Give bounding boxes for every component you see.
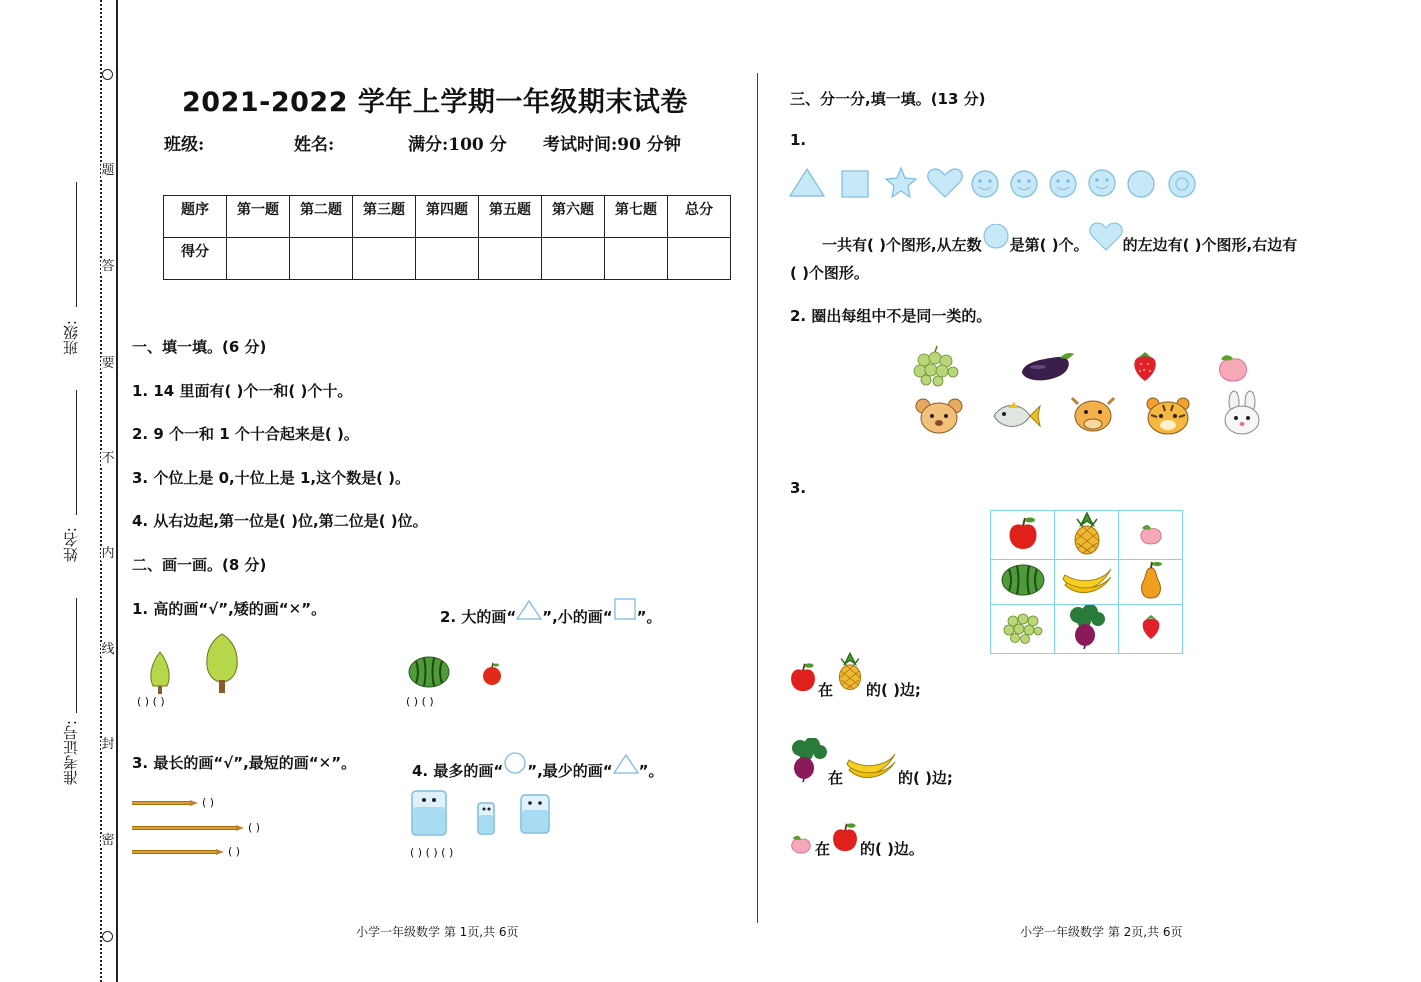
s2-q2-part-c: ”。	[636, 608, 662, 626]
score-cell[interactable]	[416, 238, 479, 280]
fish-icon	[990, 398, 1042, 434]
footer-page-2: 小学一年级数学 第 2页,共 6页	[1020, 925, 1183, 939]
fruit-cell-pineapple	[1055, 511, 1119, 560]
score-header-cell: 第三题	[353, 196, 416, 238]
peach-icon	[789, 832, 813, 854]
medium-cup-icon	[518, 792, 552, 836]
binding-solid-line	[116, 0, 118, 982]
beet-icon	[788, 738, 830, 782]
fruit-grid	[990, 510, 1183, 654]
score-cell[interactable]	[605, 238, 668, 280]
fruit-grid-row	[991, 605, 1183, 654]
score-header-cell: 总分	[668, 196, 731, 238]
pencil-1-answer-parens[interactable]: ( )	[202, 796, 215, 809]
id-label: 准考证号:	[62, 720, 80, 786]
s3-q3-line3-b: 的( )边。	[860, 840, 924, 858]
score-header-cell: 第七题	[605, 196, 668, 238]
s2-question-1: 1. 高的画“√”,矮的画“✕”。	[132, 600, 327, 618]
fruit-grid-row	[991, 511, 1183, 560]
class-label: 班级:	[62, 320, 80, 356]
s2-q4-part-b: ”,最少的画“	[527, 762, 613, 780]
s3-q1-label: 1.	[790, 131, 807, 149]
binding-circle-bottom	[102, 931, 113, 942]
seal-char: 密	[101, 833, 115, 848]
score-table	[163, 195, 731, 280]
seal-char: 题	[101, 163, 115, 178]
s3-q1-text-b: 是第( )个。	[1009, 236, 1089, 254]
s1-question-2: 2. 9 个一和 1 个十合起来是( )。	[132, 425, 359, 443]
name-field-label: 姓名:	[294, 135, 335, 155]
fruit-cell-banana	[1055, 560, 1119, 605]
page-divider	[757, 73, 758, 923]
footer-page-1: 小学一年级数学 第 1页,共 6页	[356, 925, 519, 939]
eggplant-icon	[1018, 349, 1078, 385]
circle-icon	[982, 224, 1010, 252]
pencil-medium	[132, 801, 190, 805]
score-cell[interactable]	[227, 238, 290, 280]
fruit-cell-strawberry	[1119, 605, 1183, 654]
score-cell[interactable]	[668, 238, 731, 280]
seal-char: 线	[101, 642, 115, 657]
s2-q1-answer-parens[interactable]: ( ) ( )	[137, 695, 165, 708]
score-cell[interactable]	[542, 238, 605, 280]
s3-q3-line1-a: 在	[818, 681, 834, 699]
score-header-cell: 第一题	[227, 196, 290, 238]
s2-question-3: 3. 最长的画“√”,最短的画“✕”。	[132, 754, 357, 772]
pencil-3-answer-parens[interactable]: ( )	[228, 845, 241, 858]
small-apple-icon	[481, 662, 503, 686]
tall-tree-icon	[203, 632, 241, 694]
square-icon	[613, 598, 637, 620]
pencil-short	[132, 850, 216, 854]
score-header-cell: 题序	[164, 196, 227, 238]
triangle-icon	[613, 754, 639, 774]
s2-q4-part-c: ”。	[638, 762, 664, 780]
shapes-row	[788, 166, 1200, 202]
binding-circle-top	[102, 69, 113, 80]
s2-q2-part-b: ”,小的画“	[542, 608, 613, 626]
score-cell[interactable]	[290, 238, 353, 280]
s3-q3-line3-a: 在	[815, 840, 831, 858]
seal-char: 内	[101, 546, 115, 561]
score-table-header-row	[164, 196, 731, 238]
pineapple-icon	[1069, 511, 1105, 555]
mouse-face-icon	[914, 396, 964, 436]
section1-title: 一、填一填。(6 分)	[132, 338, 267, 356]
seal-char: 要	[101, 356, 115, 371]
section3-title: 三、分一分,填一填。(13 分)	[790, 90, 986, 108]
cow-face-icon	[1070, 396, 1116, 436]
s3-q3-label: 3.	[790, 479, 807, 497]
s3-q3-line2-b: 的( )边;	[898, 769, 953, 787]
circle-icon	[503, 752, 527, 774]
exam-time: 考试时间:90 分钟	[543, 135, 681, 155]
pencil-2-answer-parens[interactable]: ( )	[248, 821, 261, 834]
score-header-cell: 第五题	[479, 196, 542, 238]
class-underline	[76, 182, 77, 307]
banana-icon	[843, 748, 899, 782]
short-tree-icon	[145, 650, 175, 695]
apple-icon	[830, 820, 860, 854]
grapes-icon	[1001, 609, 1045, 645]
heart-icon	[1089, 222, 1123, 252]
small-cup-icon	[475, 800, 497, 836]
triangle-icon	[516, 600, 542, 620]
s1-question-1: 1. 14 里面有( )个一和( )个十。	[132, 382, 353, 400]
score-header-cell: 第二题	[290, 196, 353, 238]
fruit-cell-grapes	[991, 605, 1055, 654]
beet-icon	[1066, 605, 1108, 649]
s2-q2-part-a: 2. 大的画“	[440, 608, 517, 626]
seal-char: 不	[101, 451, 115, 466]
seal-char: 封	[101, 737, 115, 752]
s3-q1-text-line2: ( )个图形。	[790, 264, 869, 282]
score-header-cell: 第四题	[416, 196, 479, 238]
peach-icon	[1215, 349, 1251, 383]
s3-q1-text-c: 的左边有( )个图形,右边有	[1122, 236, 1298, 254]
s2-q2-answer-parens[interactable]: ( ) ( )	[406, 695, 434, 708]
strawberry-icon	[1130, 350, 1160, 382]
name-label: 姓名:	[62, 527, 80, 563]
fruit-cell-peach	[1119, 511, 1183, 560]
fruit-cell-pear	[1119, 560, 1183, 605]
tiger-face-icon	[1143, 395, 1193, 437]
fruit-grid-row	[991, 560, 1183, 605]
name-underline	[76, 390, 77, 515]
fruit-cell-watermelon	[991, 560, 1055, 605]
score-cell[interactable]	[353, 238, 416, 280]
apple-icon	[1006, 515, 1040, 551]
s3-question-2: 2. 圈出每组中不是同一类的。	[790, 307, 992, 325]
exam-title: 2021-2022 学年上学期一年级期末试卷	[182, 87, 688, 118]
score-cell[interactable]	[479, 238, 542, 280]
full-score: 满分:100 分	[408, 135, 507, 155]
cups-answer-parens[interactable]: ( ) ( ) ( )	[410, 846, 454, 859]
s1-question-4: 4. 从右边起,第一位是( )位,第二位是( )位。	[132, 512, 428, 530]
big-cup-icon	[408, 787, 450, 837]
grapes-icon	[910, 344, 962, 388]
s3-q1-text-line1	[822, 222, 1297, 255]
s1-question-3: 3. 个位上是 0,十位上是 1,这个数是( )。	[132, 469, 411, 487]
section2-title: 二、画一画。(8 分)	[132, 556, 267, 574]
class-field-label: 班级:	[164, 135, 205, 155]
peach-icon	[1138, 521, 1164, 545]
s3-q3-line2-a: 在	[828, 769, 844, 787]
banana-icon	[1059, 563, 1115, 597]
s2-question-2	[440, 598, 662, 627]
pencil-long	[132, 826, 236, 830]
watermelon-icon	[1001, 563, 1045, 597]
seal-char: 答	[101, 259, 115, 274]
s2-q4-part-a: 4. 最多的画“	[412, 762, 504, 780]
s3-q3-line1-b: 的( )边;	[866, 681, 921, 699]
rabbit-face-icon	[1220, 390, 1264, 436]
score-row-label: 得分	[164, 238, 227, 280]
s3-q1-text-a: 一共有( )个图形,从左数	[822, 236, 982, 254]
fruit-cell-apple	[991, 511, 1055, 560]
strawberry-icon	[1139, 614, 1163, 640]
pear-icon	[1136, 560, 1166, 600]
s2-question-4	[412, 752, 664, 781]
id-underline	[76, 598, 77, 713]
pineapple-icon	[834, 648, 866, 694]
watermelon-icon	[408, 655, 450, 689]
fruit-cell-beet	[1055, 605, 1119, 654]
score-header-cell: 第六题	[542, 196, 605, 238]
score-table-score-row	[164, 238, 731, 280]
apple-icon	[788, 660, 818, 694]
